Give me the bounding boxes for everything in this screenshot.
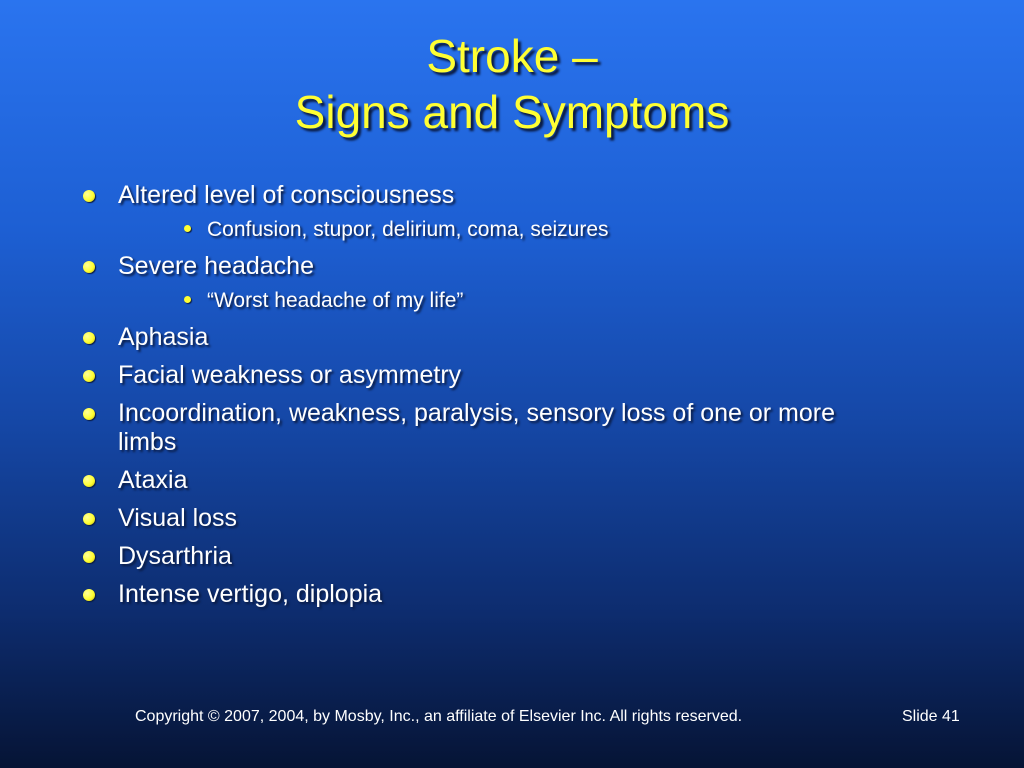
sub-bullet-text: “Worst headache of my life” <box>207 289 464 312</box>
bullet-item <box>80 542 900 571</box>
bullet-text: Visual loss <box>118 504 238 532</box>
bullet-text: Intense vertigo, diplopia <box>118 580 383 608</box>
bullet-text: Incoordination, weakness, paralysis, sensory loss of one or more limbs <box>118 399 836 456</box>
slide-title <box>0 28 1024 140</box>
bullet-dot-icon <box>83 261 95 273</box>
bullet-text: Facial weakness or asymmetry <box>118 361 462 389</box>
bullet-item <box>80 323 900 352</box>
bullet-dot-icon <box>83 408 95 420</box>
bullet-dot-icon <box>83 551 95 563</box>
title-line-2: Signs and Symptoms <box>294 86 730 138</box>
bullet-dot-icon <box>83 475 95 487</box>
bullet-list <box>80 172 900 609</box>
sub-bullet-text: Confusion, stupor, delirium, coma, seizures <box>207 218 609 241</box>
sub-bullet-item <box>80 217 900 243</box>
bullet-text: Dysarthria <box>118 542 232 570</box>
bullet-dot-icon <box>83 190 95 202</box>
copyright-text: Copyright © 2007, 2004, by Mosby, Inc., an affiliate of Elsevier Inc. All rights reserved. <box>135 708 743 725</box>
bullet-dot-icon <box>83 370 95 382</box>
bullet-item <box>80 466 900 495</box>
title-line-1: Stroke – <box>426 30 598 82</box>
bullet-dot-icon <box>83 513 95 525</box>
sub-bullet-item <box>80 288 900 314</box>
bullet-dot-icon <box>83 332 95 344</box>
bullet-text: Severe headache <box>118 252 314 280</box>
bullet-text: Altered level of consciousness <box>118 181 455 209</box>
bullet-item <box>80 181 900 210</box>
sub-bullet-dot-icon <box>184 225 191 232</box>
slide-number: Slide 41 <box>902 708 960 725</box>
bullet-item <box>80 361 900 390</box>
bullet-text: Aphasia <box>118 323 209 351</box>
sub-bullet-dot-icon <box>184 296 191 303</box>
bullet-item <box>80 580 900 609</box>
bullet-item <box>80 399 900 457</box>
bullet-item <box>80 252 900 281</box>
bullet-dot-icon <box>83 589 95 601</box>
bullet-item <box>80 504 900 533</box>
bullet-text: Ataxia <box>118 466 188 494</box>
